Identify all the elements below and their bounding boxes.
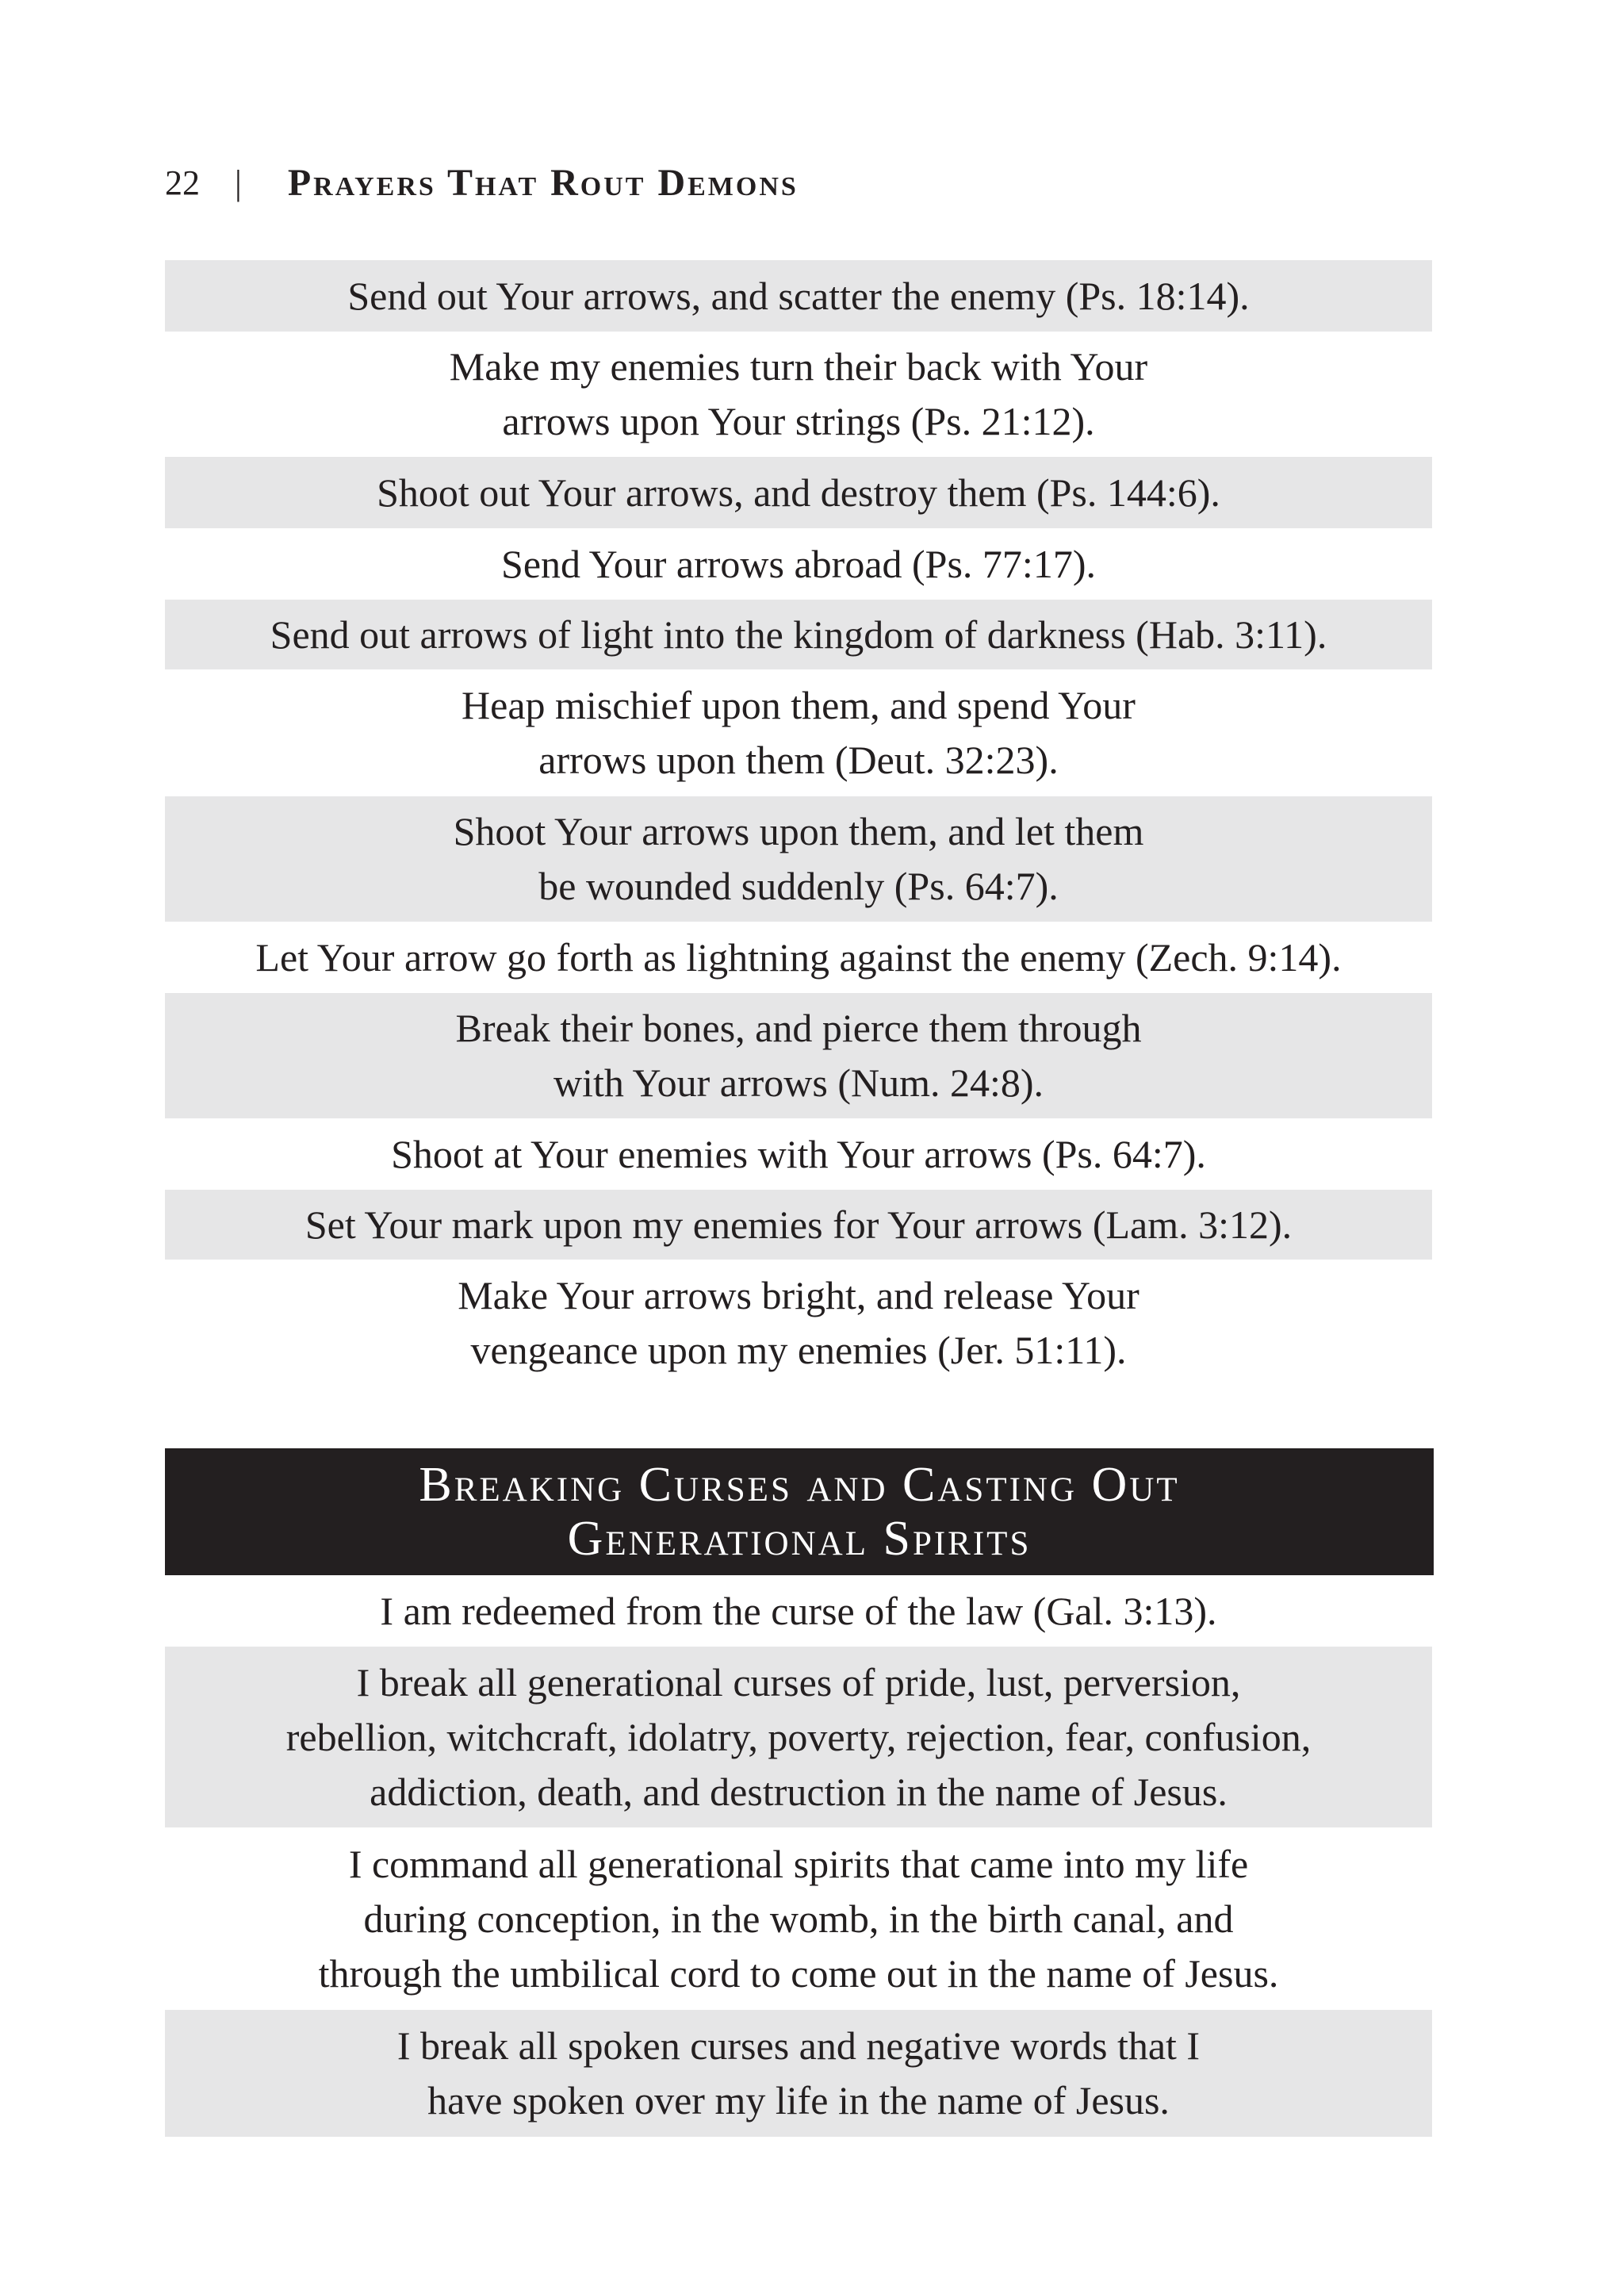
prayer-line: Make Your arrows bright, and release Your (458, 1273, 1139, 1317)
prayer-row (165, 1827, 1432, 2010)
prayer-row (165, 1190, 1432, 1260)
prayer-row (165, 1647, 1432, 1827)
prayer-row (165, 922, 1432, 993)
prayer-line: Shoot out Your arrows, and destroy them (Ps. 144:6). (377, 470, 1220, 515)
prayer-line: I am redeemed from the curse of the law (Gal. 3:13). (380, 1588, 1217, 1633)
prayer-line: Send out arrows of light into the kingdom of darkness (Hab. 3:11). (270, 612, 1327, 657)
prayer-line: have spoken over my life in the name of Jesus. (427, 2078, 1170, 2123)
prayer-row (165, 1118, 1432, 1190)
prayer-line: be wounded suddenly (Ps. 64:7). (538, 864, 1059, 908)
running-head (165, 155, 799, 209)
prayer-line: addiction, death, and destruction in the name of Jesus. (370, 1769, 1228, 1814)
prayer-line: arrows upon them (Deut. 32:23). (538, 738, 1059, 782)
prayer-line: Send Your arrows abroad (Ps. 77:17). (501, 541, 1096, 586)
prayer-line: Heap mischief upon them, and spend Your (462, 683, 1136, 727)
prayer-line: I break all spoken curses and negative words that I (396, 2023, 1201, 2068)
prayer-line: during conception, in the womb, in the birth canal, and (363, 1896, 1234, 1941)
prayer-line: I break all generational curses of pride, lust, perversion, (356, 1659, 1241, 1705)
prayer-row (165, 457, 1432, 528)
prayer-line: Make my enemies turn their back with Your (449, 344, 1148, 389)
page-number: 22 (165, 163, 200, 202)
prayer-line: arrows upon Your strings (Ps. 21:12). (502, 399, 1095, 443)
prayer-line: vengeance upon my enemies (Jer. 51:11). (470, 1328, 1127, 1372)
prayer-row (165, 600, 1432, 669)
prayer-line: Set Your mark upon my enemies for Your arrows (Lam. 3:12). (304, 1202, 1293, 1247)
prayer-row (165, 332, 1432, 457)
header-separator: | (235, 163, 242, 202)
prayer-line: Let Your arrow go forth as lightning against the enemy (Zech. 9:14). (255, 934, 1342, 980)
prayer-line: Break their bones, and pierce them through (455, 1006, 1142, 1050)
section-heading-line: Generational Spirits (567, 1512, 1032, 1566)
prayer-line: Shoot at Your enemies with Your arrows (Ps. 64:7). (391, 1131, 1206, 1176)
prayer-line: with Your arrows (Num. 24:8). (553, 1060, 1044, 1105)
section-heading (165, 1448, 1434, 1575)
prayer-line: rebellion, witchcraft, idolatry, poverty, rejection, fear, confusion, (285, 1714, 1312, 1759)
prayer-row (165, 2010, 1432, 2137)
prayer-line: Send out Your arrows, and scatter the enemy (Ps. 18:14). (347, 273, 1250, 318)
prayer-row (165, 528, 1432, 600)
prayer-row (165, 796, 1432, 922)
prayer-row (165, 1575, 1432, 1647)
prayer-row (165, 993, 1432, 1118)
prayer-line: through the umbilical cord to come out in the name of Jesus. (318, 1950, 1279, 1996)
prayer-row (165, 260, 1432, 332)
prayer-line: Shoot Your arrows upon them, and let them (453, 809, 1144, 853)
prayer-row (165, 1260, 1432, 1386)
section-heading-line: Breaking Curses and Casting Out (419, 1458, 1180, 1512)
prayer-row (165, 669, 1432, 796)
prayer-line: I command all generational spirits that came into my life (348, 1841, 1249, 1886)
book-title: Prayers That Rout Demons (287, 161, 799, 204)
